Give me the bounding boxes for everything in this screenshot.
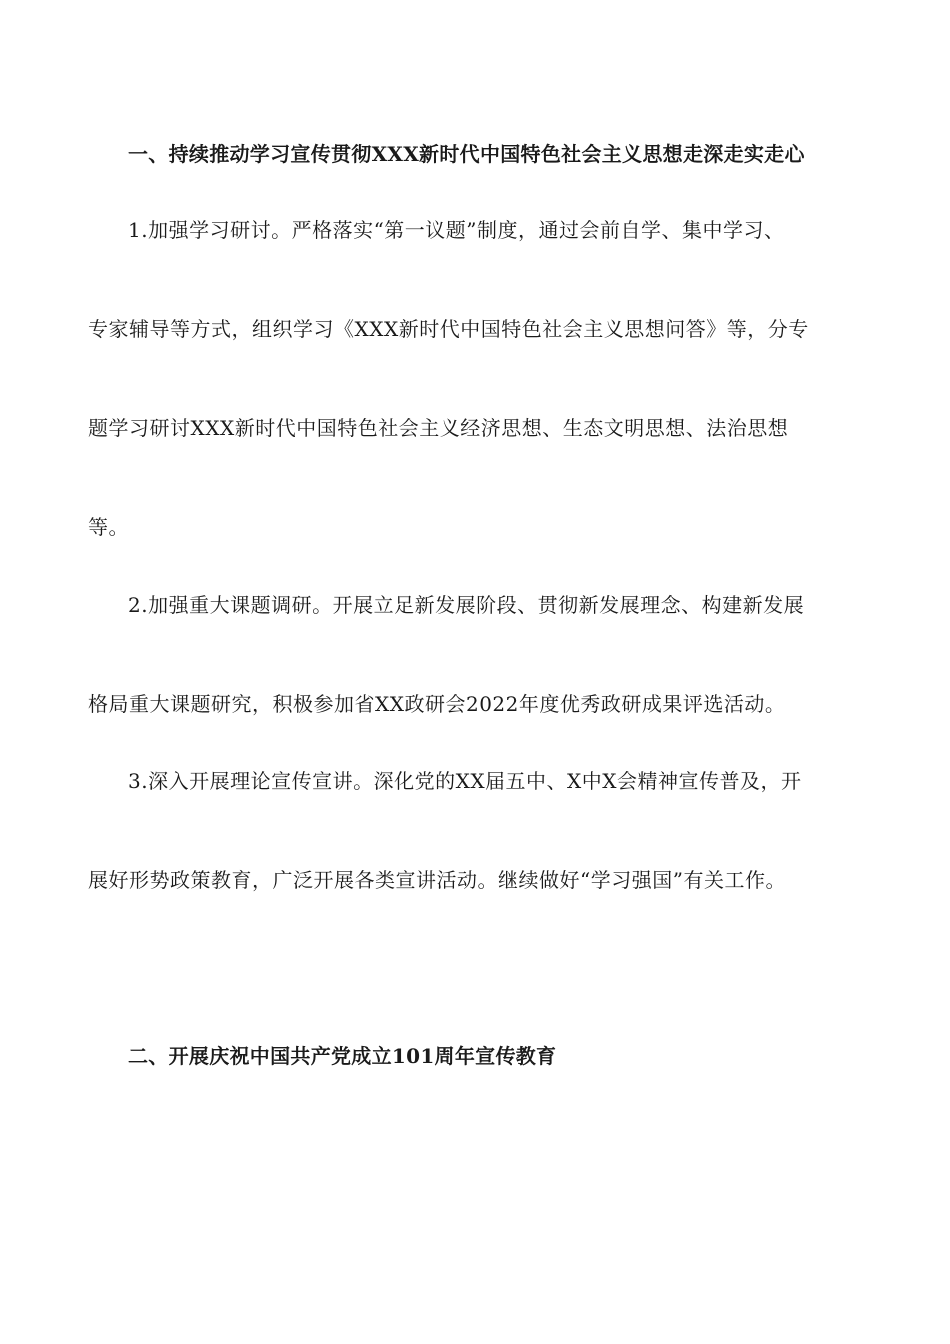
item-2-line-2: 格局重大课题研究，积极参加省XX政研会2022年度优秀政研成果评选活动。 [88, 692, 786, 716]
item-1-line-4: 等。 [88, 515, 129, 539]
item-2-line-1: 2.加强重大课题调研。开展立足新发展阶段、贯彻新发展理念、构建新发展 [128, 593, 805, 617]
item-1-line-1: 1.加强学习研讨。严格落实“第一议题”制度，通过会前自学、集中学习、 [128, 218, 785, 242]
section-2-heading: 二、开展庆祝中国共产党成立101周年宣传教育 [128, 1044, 557, 1068]
item-3-line-1: 3.深入开展理论宣传宣讲。深化党的XX届五中、X中X会精神宣传普及，开 [128, 769, 802, 793]
item-3-line-2: 展好形势政策教育，广泛开展各类宣讲活动。继续做好“学习强国”有关工作。 [88, 868, 786, 892]
item-1-line-2: 专家辅导等方式，组织学习《XXX新时代中国特色社会主义思想问答》等，分专 [88, 317, 809, 341]
section-1-heading: 一、持续推动学习宣传贯彻XXX新时代中国特色社会主义思想走深走实走心 [128, 142, 805, 166]
item-1-line-3: 题学习研讨XXX新时代中国特色社会主义经济思想、生态文明思想、法治思想 [88, 416, 789, 440]
